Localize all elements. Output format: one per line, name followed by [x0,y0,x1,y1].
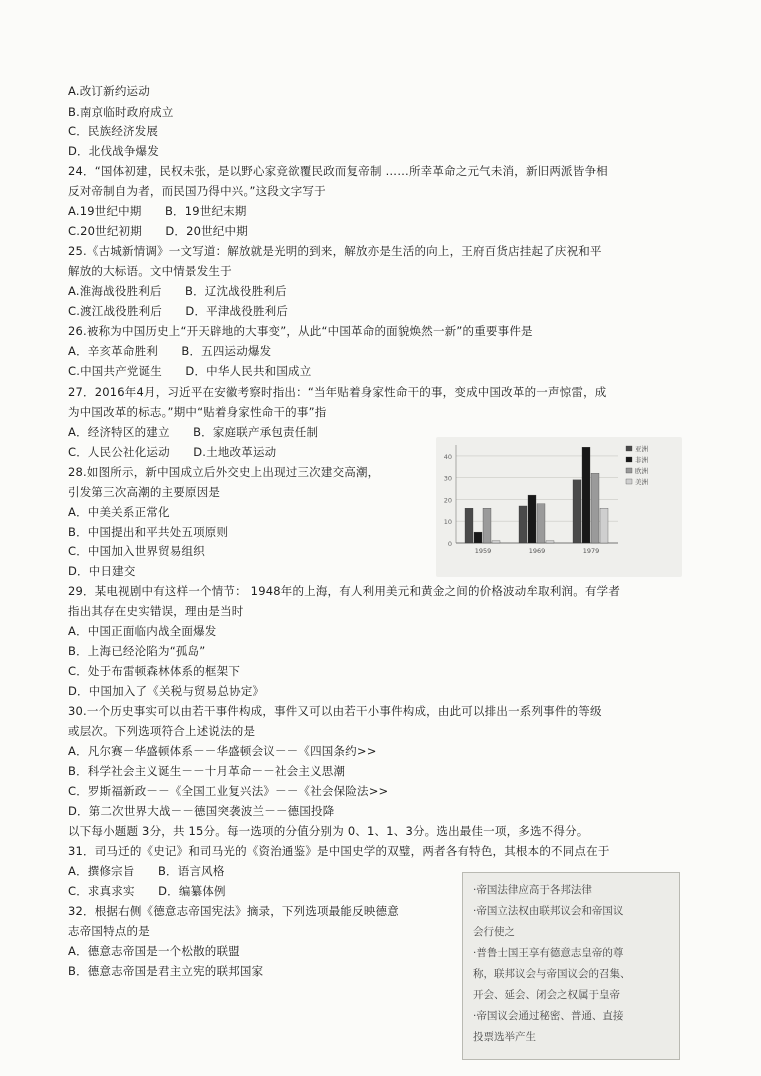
text-line: B.南京临时政府成立 [68,105,174,119]
text-line: 志帝国特点的是 [68,924,150,938]
bar-1959-非洲 [474,532,482,543]
excerpt-line: 会行使之 [473,926,515,938]
bar-1979-亚洲 [573,480,581,543]
bar-chart [436,437,682,577]
legend-swatch [626,446,632,451]
text-line: 29．某电视剧中有这样一个情节： 1948年的上海，有人利用美元和黄金之间的价格波动牟取利润。有学者 [68,584,621,598]
text-line: 25.《古城新情调》一文写道：解放就是光明的到来，解放亦是生活的向上，王府百货店挂起了庆祝和平 [68,244,602,258]
x-tick-label: 1979 [582,547,600,555]
legend-label: 欧洲 [635,467,648,475]
bar-1959-亚洲 [465,508,473,543]
bar-1979-非洲 [582,447,590,543]
bar-1969-美洲 [546,541,554,543]
bar-1969-亚洲 [519,506,527,543]
diplomatic-relations-chart [436,437,682,577]
text-line: C.渡江战役胜利后 D．平津战役胜利后 [68,304,289,318]
excerpt-line: 开会、延会、闭会之权属于皇帝 [473,989,620,1001]
text-line: B．科学社会主义诞生－－十月革命－－社会主义思潮 [68,764,346,778]
text-line: C．人民公社化运动 D.土地改革运动 [68,445,277,459]
text-line: 26.被称为中国历史上“开天辟地的大事变”，从此“中国革命的面貌焕然一新”的重要事件是 [68,324,533,338]
text-line: A．撰修宗旨 B．语言风格 [68,864,225,878]
x-tick-label: 1959 [474,547,492,555]
text-line: C．求真求实 D．编纂体例 [68,884,226,898]
text-line: C.中国共产党诞生 D．中华人民共和国成立 [68,364,312,378]
text-line: B．中国提出和平共处五项原则 [68,525,229,539]
text-line: A．中美关系正常化 [68,505,170,519]
text-line: B．上海已经沦陷为“孤岛” [68,644,206,658]
text-line: B．德意志帝国是君主立宪的联邦国家 [68,964,264,978]
bar-1959-欧洲 [483,508,491,543]
text-line: A.19世纪中期 B．19世纪末期 [68,204,247,218]
text-line: A．中国正面临内战全面爆发 [68,624,217,638]
bar-1969-非洲 [528,495,536,543]
text-line: A．凡尔赛－华盛顿体系－－华盛顿会议－－《四国条约>> [68,744,377,758]
excerpt-line: 投票选举产生 [473,1031,536,1043]
y-tick-label: 40 [443,452,452,461]
text-line: 32．根据右侧《德意志帝国宪法》摘录，下列选项最能反映德意 [68,904,399,918]
text-line: 31．司马迁的《史记》和司马光的《资治通鉴》是中国史学的双璧，两者各有特色，其根本的不同点在于 [68,844,610,858]
text-line: D．中日建交 [68,564,136,578]
text-line: D．中国加入了《关税与贸易总协定》 [68,684,265,698]
text-line: C．民族经济发展 [68,124,159,138]
y-tick-label: 0 [447,540,452,548]
text-line: 30.一个历史事实可以由若干事件构成，事件又可以由若干小事件构成，由此可以排出一系列事件的等级 [68,704,602,718]
text-line: 27．2016年4月，习近平在安徽考察时指出：“当年贴着身家性命干的事，变成中国改革的一声惊雷，成 [68,385,607,399]
bar-1979-美洲 [600,508,608,543]
excerpt-line: 称，联邦议会与帝国议会的召集、 [473,968,631,980]
text-line: C．罗斯福新政－－《全国工业复兴法》－－《社会保险法>> [68,784,389,798]
text-line: C.20世纪初期 D．20世纪中期 [68,224,248,238]
text-line: 指出其存在史实错误，理由是当时 [68,604,244,618]
excerpt-line: ·帝国立法权由联邦议会和帝国议 [473,905,624,917]
legend-label: 亚洲 [635,445,648,453]
text-line: 为中国改革的标志。”期中“贴着身家性命干的事”指 [68,405,327,419]
excerpt-line: ·帝国议会通过秘密、普通、直接 [473,1010,624,1022]
constitution-excerpt-box [462,872,680,1060]
x-tick-label: 1969 [528,547,546,555]
excerpt-line: ·普鲁士国王享有德意志皇帝的尊 [473,947,624,959]
text-line: A．经济特区的建立 B．家庭联产承包责任制 [68,425,319,439]
text-line: D．北伐战争爆发 [68,144,159,158]
text-line: C．中国加入世界贸易组织 [68,544,205,558]
text-line: 解放的大标语。文中情景发生于 [68,264,232,278]
legend-swatch [626,479,632,484]
text-line: 24．“国体初建，民权未张，是以野心家竞欲覆民政而复帝制 ……所幸革命之元气未消，新旧两派皆争相 [68,164,608,178]
y-tick-label: 30 [443,474,452,483]
y-tick-label: 10 [443,518,452,527]
legend-swatch [626,457,632,462]
text-line: 28.如图所示，新中国成立后外交史上出现过三次建交高潮， [68,465,380,479]
text-line: 反对帝制自为者，而民国乃得中兴。”这段文字写于 [68,184,326,198]
text-line: A.改订新约运动 [68,84,150,98]
legend-label: 美洲 [635,478,648,486]
text-line: 以下每小题题 3分，共 15分。每一选项的分值分别为 0、1、1、3分。选出最佳一项，多选不得分。 [68,824,589,838]
legend-label: 非洲 [635,456,648,464]
text-line: 引发第三次高潮的主要原因是 [68,485,221,499]
legend-swatch [626,468,632,473]
bar-1969-欧洲 [537,504,545,543]
text-line: 或层次。下列选项符合上述说法的是 [68,724,256,738]
bar-1959-美洲 [492,541,500,543]
text-line: A.淮海战役胜利后 B．辽沈战役胜利后 [68,284,287,298]
text-line: C．处于布雷顿森林体系的框架下 [68,664,241,678]
text-line: A．德意志帝国是一个松散的联盟 [68,944,240,958]
text-line: A．辛亥革命胜利 B．五四运动爆发 [68,344,272,358]
text-line: D．第二次世界大战－－德国突袭波兰－－德国投降 [68,804,335,818]
bar-1979-欧洲 [591,473,599,543]
y-tick-label: 20 [443,496,452,505]
excerpt-line: ·帝国法律应高于各邦法律 [473,884,592,896]
